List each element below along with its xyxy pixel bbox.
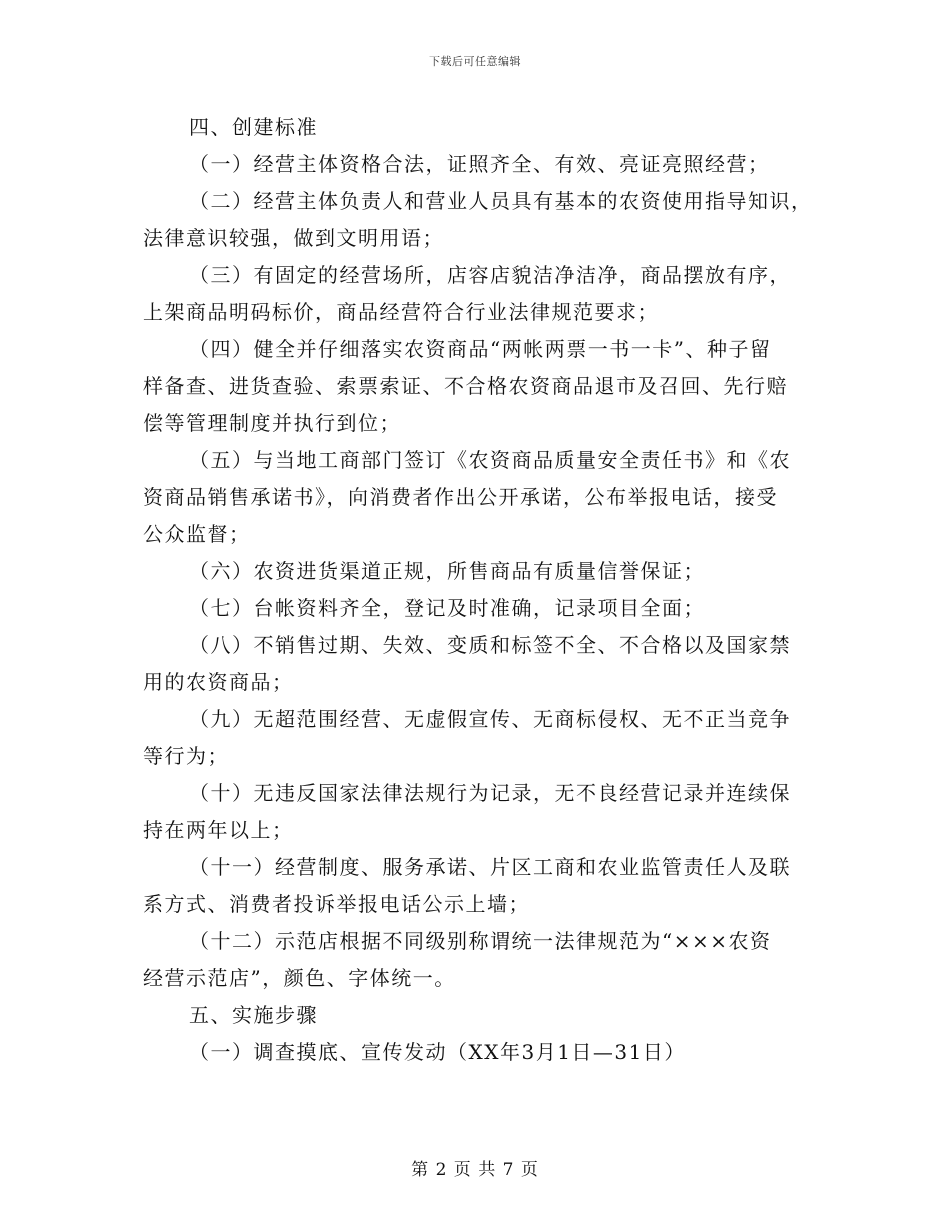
- text-line: 资商品销售承诺书》，向消费者作出公开承诺，公布举报电话，接受: [143, 485, 778, 509]
- text-line: （一）调查摸底、宣传发动（XX年3月1日—31日）: [189, 1040, 686, 1064]
- text-line: （十一）经营制度、服务承诺、片区工商和农业监管责任人及联: [189, 855, 791, 879]
- page-footer: 第 2 页 共 7 页: [411, 1160, 539, 1180]
- text-line: 公众监督；: [143, 522, 251, 546]
- text-line: 偿等管理制度并执行到位；: [143, 411, 401, 435]
- text-line: 上架商品明码标价，商品经营符合行业法律规范要求；: [143, 300, 659, 324]
- text-line: 系方式、消费者投诉举报电话公示上墙；: [143, 892, 530, 916]
- text-line: （二）经营主体负责人和营业人员具有基本的农资使用指导知识，: [189, 189, 813, 213]
- text-line: （六）农资进货渠道正规，所售商品有质量信誉保证；: [189, 559, 705, 583]
- text-line: （十）无违反国家法律法规行为记录，无不良经营记录并连续保: [189, 781, 791, 805]
- text-line: 用的农资商品；: [143, 670, 294, 694]
- text-line: （九）无超范围经营、无虚假宣传、无商标侵权、无不正当竞争: [189, 707, 791, 731]
- page-header: 下载后可任意编辑: [429, 55, 521, 68]
- text-line: （三）有固定的经营场所，店容店貌洁净洁净，商品摆放有序，: [189, 263, 791, 287]
- text-line: （一）经营主体资格合法，证照齐全、有效、亮证亮照经营；: [189, 152, 770, 176]
- text-line: 经营示范店”，颜色、字体统一。: [143, 966, 456, 990]
- text-line: （十二）示范店根据不同级别称谓统一法律规范为“×××农资: [189, 929, 772, 953]
- text-line: 五、实施步骤: [189, 1003, 318, 1027]
- text-line: 持在两年以上；: [143, 818, 294, 842]
- text-line: （四）健全并仔细落实农资商品“两帐两票一书一卡”、种子留: [189, 337, 772, 361]
- text-line: （五）与当地工商部门签订《农资商品质量安全责任书》和《农: [189, 448, 791, 472]
- text-line: 样备查、进货查验、索票索证、不合格农资商品退市及召回、先行赔: [143, 374, 788, 398]
- document-body: [143, 109, 811, 1071]
- text-line: （八）不销售过期、失效、变质和标签不全、不合格以及国家禁: [189, 633, 791, 657]
- text-line: 等行为；: [143, 744, 229, 768]
- text-line: 四、创建标准: [189, 115, 318, 139]
- text-line: （七）台帐资料齐全，登记及时准确，记录项目全面；: [189, 596, 705, 620]
- text-line: 法律意识较强，做到文明用语；: [143, 226, 444, 250]
